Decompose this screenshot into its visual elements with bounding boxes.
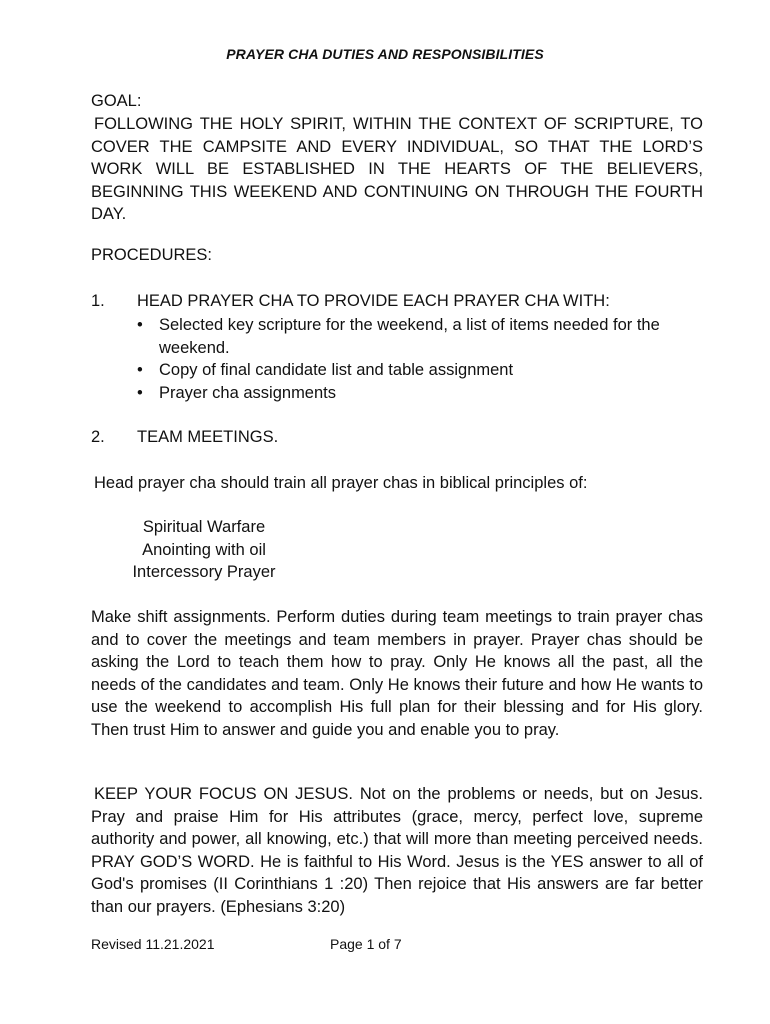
bullet-icon: •	[137, 316, 143, 334]
principle-item: Spiritual Warfare	[142, 518, 266, 536]
revised-date: Revised 11.21.2021	[91, 936, 215, 952]
principle-item: Intercessory Prayer	[132, 563, 276, 581]
item2-number: 2.	[91, 428, 105, 446]
procedures-label: PROCEDURES:	[91, 246, 213, 264]
principle-item: Anointing with oil	[142, 540, 266, 559]
shift-paragraph: Make shift assignments. Perform duties during team meetings to train prayer chas and to cover the meetings and team members in prayer. Prayer chas should be asking the Lord to teach them how to pray. Only He knows all the past, all the needs of the candidates and team. Only He knows their future and how He wants to use the weekend to accomplish His full plan for their blessing and for His glory. Then trust Him to answer and guide you and enable you to pray.	[91, 608, 703, 739]
goal-text: FOLLOWING THE HOLY SPIRIT, WITHIN THE CONTEXT OF SCRIPTURE, TO COVER THE CAMPSITE AND EVERY INDIVIDUAL, SO THAT THE LORD’S WORK WILL BE ESTABLISHED IN THE HEARTS OF THE BELIEVERS, BEGINNING THIS WEEKEND AND CONTINUING ON THROUGH THE FOURTH DAY.	[91, 115, 703, 223]
principles-list	[91, 516, 317, 584]
item2-heading: TEAM MEETINGS.	[137, 428, 279, 446]
bullet-text: Selected key scripture for the weekend, a list of items needed for the weekend.	[159, 316, 660, 357]
focus-paragraph: KEEP YOUR FOCUS ON JESUS. Not on the problems or needs, but on Jesus. Pray and praise Him for His attributes (grace, mercy, perfect love, supreme authority and power, all knowing, etc.) that will more than meeting perceived needs. PRAY GOD’S WORD. He is faithful to His Word. Jesus is the YES answer to all of God's promises (II Corinthians 1 :20) Then rejoice that His answers are far better than our prayers. (Ephesians 3:20)	[91, 785, 703, 916]
bullet-text: Copy of final candidate list and table assignment	[159, 361, 514, 379]
page-number: Page 1 of 7	[330, 936, 402, 952]
list-item	[137, 382, 707, 405]
list-item	[137, 359, 707, 382]
list-item	[137, 314, 707, 359]
item1-bullet-list	[137, 314, 707, 404]
bullet-icon: •	[137, 383, 143, 402]
bullet-icon: •	[137, 361, 143, 379]
item1-number: 1.	[91, 292, 105, 310]
bullet-text: Prayer cha assignments	[159, 383, 336, 402]
item1-heading: HEAD PRAYER CHA TO PROVIDE EACH PRAYER CHA WITH:	[137, 292, 610, 310]
goal-label: GOAL:	[91, 92, 142, 110]
training-intro: Head prayer cha should train all prayer chas in biblical principles of:	[94, 474, 588, 492]
document-title: PRAYER CHA DUTIES AND RESPONSIBILITIES	[226, 46, 544, 62]
